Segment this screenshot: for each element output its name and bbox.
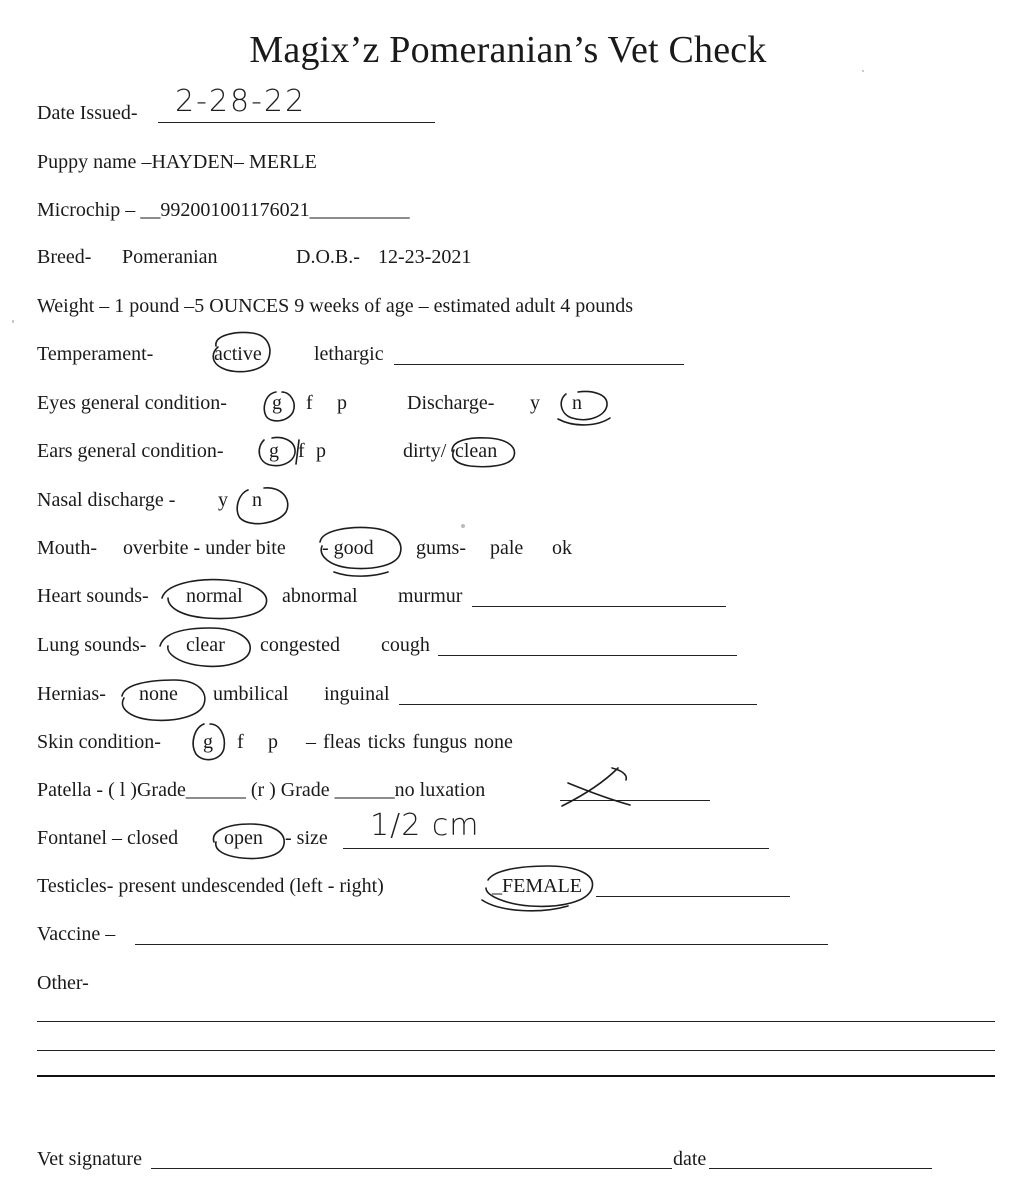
lung-clear: clear	[186, 634, 225, 656]
eyes-discharge-y: y	[530, 392, 540, 414]
temperament-label: Temperament-	[37, 343, 154, 365]
other-label: Other-	[37, 972, 89, 994]
scan-speck	[862, 70, 864, 72]
hernias-umbilical: umbilical	[213, 683, 289, 705]
heart-abnormal: abnormal	[282, 585, 358, 607]
puppy-name-label: Puppy name	[37, 151, 137, 173]
heart-normal: normal	[186, 585, 243, 607]
heart-murmur: murmur	[398, 585, 463, 607]
microchip-value: __992001001176021__________	[140, 199, 410, 221]
fontanel-line	[343, 848, 769, 849]
ears-label: Ears general condition-	[37, 440, 224, 462]
nasal-n: n	[252, 489, 262, 511]
signature-date-label: date	[673, 1148, 707, 1170]
other-line-2	[37, 1050, 995, 1051]
date-issued-label: Date Issued-	[37, 102, 138, 124]
lung-cough: cough	[381, 634, 430, 656]
scan-speck	[461, 524, 465, 528]
fontanel-label: Fontanel – closed	[37, 827, 179, 849]
breed-label: Breed-	[37, 246, 92, 268]
mouth-pale: pale	[490, 537, 524, 559]
date-issued-value: 2-28-22	[175, 84, 307, 119]
microchip-row	[37, 198, 410, 222]
eyes-discharge-label: Discharge-	[407, 392, 495, 414]
other-line-1	[37, 1021, 995, 1022]
vet-signature-line	[151, 1168, 672, 1169]
eyes-f: f	[306, 392, 313, 414]
patella-text: Patella - ( l )Grade______ (r ) Grade ______no luxation	[37, 779, 486, 801]
circle-discharge-n	[558, 392, 610, 425]
nasal-label: Nasal discharge -	[37, 489, 176, 511]
lung-line	[438, 655, 737, 656]
microchip-label: Microchip –	[37, 199, 136, 221]
mouth-ok: ok	[552, 537, 572, 559]
temperament-lethargic: lethargic	[314, 343, 384, 365]
fontanel-size-label: - size	[285, 827, 328, 849]
scan-speck	[12, 320, 14, 323]
dob-value: 12-23-2021	[378, 246, 472, 268]
hernias-inguinal: inguinal	[324, 683, 390, 705]
lung-label: Lung sounds-	[37, 634, 147, 656]
ears-p: p	[316, 440, 326, 462]
mouth-gums-label: gums-	[416, 537, 466, 559]
testicles-line	[596, 896, 790, 897]
skin-g: g	[203, 731, 213, 753]
hernias-none: none	[139, 683, 178, 705]
mouth-options: overbite - under bite	[123, 537, 286, 559]
testicles-female: _FEMALE	[492, 875, 582, 897]
heart-label: Heart sounds-	[37, 585, 149, 607]
patella-line	[560, 800, 710, 801]
eyes-p: p	[337, 392, 347, 414]
mouth-good: - good	[322, 537, 374, 559]
skin-label: Skin condition-	[37, 731, 161, 753]
dob-label: D.O.B.-	[296, 246, 360, 268]
heart-line	[472, 606, 726, 607]
temperament-line	[394, 364, 684, 365]
fontanel-open: open	[224, 827, 263, 849]
vaccine-line	[135, 944, 828, 945]
eyes-label: Eyes general condition-	[37, 392, 227, 414]
lung-congested: congested	[260, 634, 340, 656]
skin-f: f	[237, 731, 244, 753]
vaccine-label: Vaccine –	[37, 923, 116, 945]
skin-options: – fleas ticks fungus none	[306, 731, 513, 753]
hernias-label: Hernias-	[37, 683, 106, 705]
ears-g: g	[269, 440, 279, 462]
eyes-discharge-n: n	[572, 392, 582, 414]
eyes-g: g	[272, 392, 282, 414]
breed-value: Pomeranian	[122, 246, 218, 268]
vet-signature-label: Vet signature	[37, 1148, 142, 1170]
puppy-name-row	[37, 150, 317, 174]
date-issued-row	[37, 101, 138, 125]
hernias-line	[399, 704, 757, 705]
ears-dirty: dirty/	[403, 440, 447, 462]
date-issued-line	[158, 122, 435, 123]
ears-clean: clean	[455, 440, 498, 462]
testicles-label: Testicles- present undescended (left - right)	[37, 875, 384, 897]
other-line-3	[37, 1075, 995, 1077]
temperament-active: active	[214, 343, 262, 365]
mouth-label: Mouth-	[37, 537, 97, 559]
puppy-name-value: –HAYDEN– MERLE	[141, 151, 317, 173]
nasal-y: y	[218, 489, 228, 511]
skin-p: p	[268, 731, 278, 753]
form-title: Magix’z Pomeranian’s Vet Check	[249, 29, 767, 71]
ears-f: f	[298, 440, 305, 462]
signature-date-line	[709, 1168, 932, 1169]
circle-nasal-n	[237, 488, 288, 524]
weight-text: Weight – 1 pound –5 OUNCES 9 weeks of age – estimated adult 4 pounds	[37, 295, 634, 317]
fontanel-size-value: 1/2 cm	[370, 808, 480, 843]
